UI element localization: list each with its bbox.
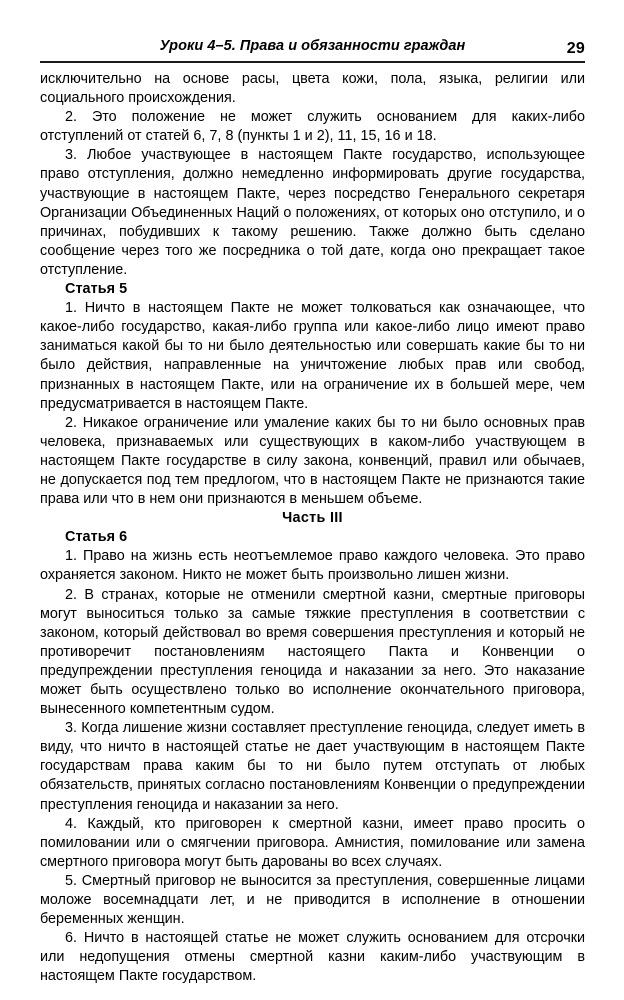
header-rule bbox=[40, 61, 585, 63]
body-paragraph: 3. Любое участвующее в настоящем Пакте государство, использующее право отступления, должно немедленно информировать другие государства, участвующие в настоящем Пакте, через посредство Генерального секретаря Организации Объединенных Наций о положениях, от которых оно отступило, и о причинах, побудивших к такому решению. Также должно быть сделано сообщение через того же посредника о той дате, когда оно прекращает такое отступление. bbox=[40, 147, 585, 278]
body-text-column bbox=[40, 70, 585, 987]
running-head-inner bbox=[40, 38, 585, 58]
part-heading: Часть III bbox=[282, 510, 343, 527]
running-head-title: Уроки 4–5. Права и обязанности граждан bbox=[159, 38, 466, 54]
body-paragraph: 2. Это положение не может служить основанием для каких-либо отступлений от статей 6, 7, 8 (пункты 1 и 2), 11, 15, 16 и 18. bbox=[40, 109, 585, 145]
article-heading: Статья 6 bbox=[65, 529, 128, 546]
body-paragraph: 5. Смертный приговор не выносится за преступления, совершенные лицами моложе восемнадцати лет, и не приводится в исполнение в отношении беременных женщин. bbox=[40, 872, 585, 928]
body-paragraph: 2. Никакое ограничение или умаление каких бы то ни было основных прав человека, признаваемых или существующих в каком-либо участвующем в настоящем Пакте государстве в силу закона, конвенций, правил или обычаев, не допускается под тем предлогом, что в настоящем Пакте не признаются такие права или что в нем они признаются в меньшем объеме. bbox=[40, 414, 585, 508]
body-paragraph: 3. Когда лишение жизни составляет преступление геноцида, следует иметь в виду, что ничто в настоящей статье не дает участвующим в настоящем Пакте государствам права каким бы то ни было путем отступать от любых обязательств, принятых согласно постановлениям Конвенции о предупреждении преступления геноцида и наказании за него. bbox=[40, 720, 585, 813]
body-paragraph: 1. Право на жизнь есть неотъемлемое право каждого человека. Это право охраняется законом. Никто не может быть произвольно лишен жизни. bbox=[40, 548, 585, 584]
body-paragraph: 4. Каждый, кто приговорен к смертной казни, имеет право просить о помиловании или о смягчении приговора. Амнистия, помилование или замена смертного приговора могут быть дарованы во всех случаях. bbox=[40, 815, 585, 870]
article-heading: Статья 5 bbox=[65, 281, 128, 298]
body-paragraph: 1. Ничто в настоящем Пакте не может толковаться как означающее, что какое-либо государство, какая-либо группа или какое-либо лицо имеют право заниматься какой бы то ни было деятельностью или совершать какие бы то ни было действия, направленные на уничтожение любых прав или свобод, признанных в настоящем Пакте, или на ограничение их в большей мере, чем предусматривается в настоящем Пакте. bbox=[40, 300, 585, 412]
body-paragraph: исключительно на основе расы, цвета кожи, пола, языка, религии или социального происхождения. bbox=[40, 71, 585, 107]
page-number: 29 bbox=[566, 40, 585, 57]
running-head bbox=[40, 38, 585, 62]
body-paragraph: 6. Ничто в настоящей статье не может служить основанием для отсрочки или недопущения отмены смертной казни каким-либо участвующим в настоящем Пакте государством. bbox=[40, 930, 585, 985]
body-paragraph: 2. В странах, которые не отменили смертной казни, смертные приговоры могут выноситься только за самые тяжкие преступления в соответствии с законом, который действовал во время совершения преступления и который не противоречит постановлениям настоящего Пакта и Конвенции о предупреждении преступления геноцида и наказании за него. Это наказание может быть осуществлено только во исполнение окончательного приговора, вынесенного компетентным судом. bbox=[40, 586, 585, 718]
